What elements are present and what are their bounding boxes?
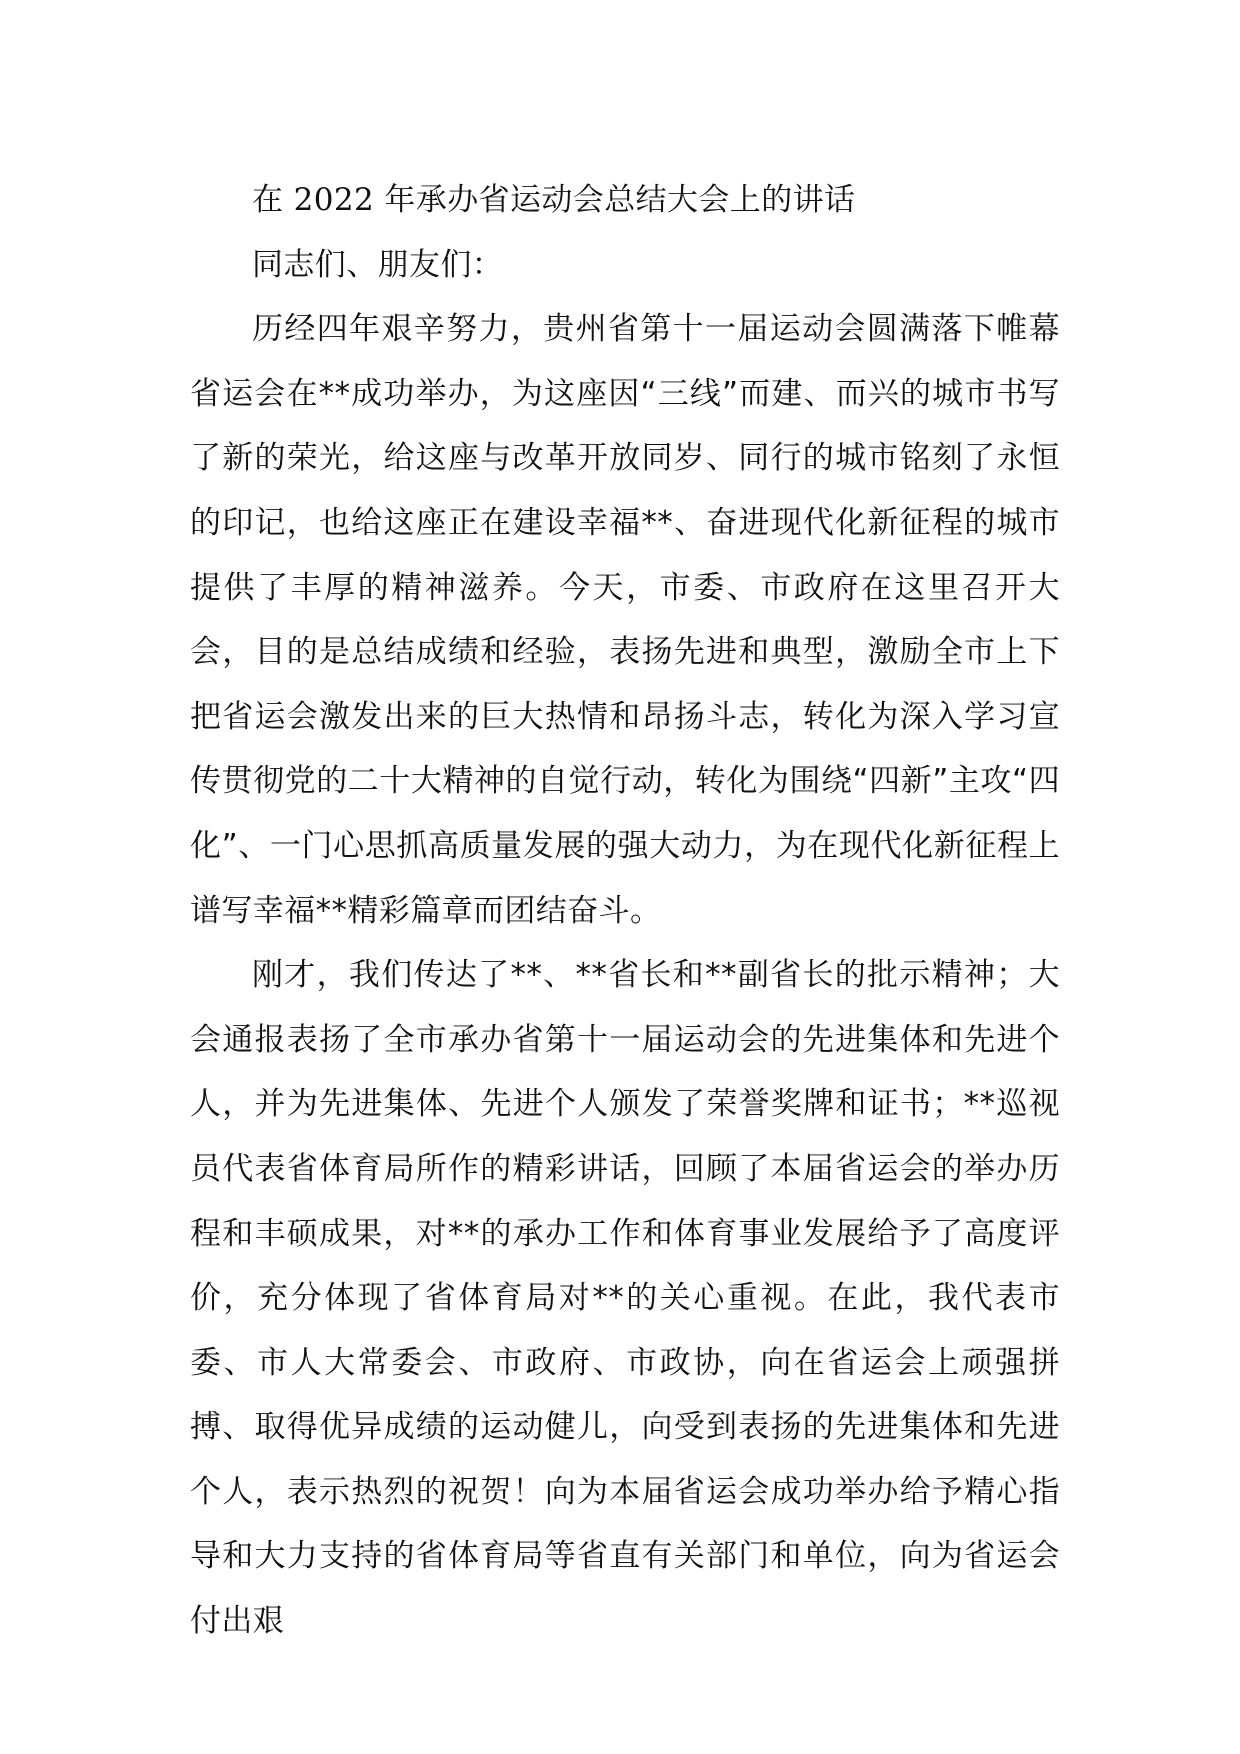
speech-body	[190, 168, 1060, 1654]
speech-salutation: 同志们、朋友们：	[252, 246, 504, 283]
paragraph-1: 历经四年艰辛努力，贵州省第十一届运动会圆满落下帷幕省运会在**成功举办，为这座因“三线”而建、而兴的城市书写了新的荣光，给这座与改革开放同岁、同行的城市铭刻了永恒的印记，也给这座正在建设幸福**、奋进现代化新征程的城市提供了丰厚的精神滋养。今天，市委、市政府在这里召开大会，目的是总结成绩和经验，表扬先进和典型，激励全市上下把省运会激发出来的巨大热情和昂扬斗志，转化为深入学习宣传贯彻党的二十大精神的自觉行动，转化为围绕“四新”主攻“四化”、一门心思抓高质量发展的强大动力，为在现代化新征程上谱写幸福**精彩篇章而团结奋斗。	[190, 311, 1060, 929]
paragraph-2: 刚才，我们传达了**、**省长和**副省长的批示精神；大会通报表扬了全市承办省第十一届运动会的先进集体和先进个人，并为先进集体、先进个人颁发了荣誉奖牌和证书；**巡视员代表省体育局所作的精彩讲话，回顾了本届省运会的举办历程和丰硕成果，对**的承办工作和体育事业发展给予了高度评价，充分体现了省体育局对**的关心重视。在此，我代表市委、市人大常委会、市政府、市政协，向在省运会上顽强拼搏、取得优异成绩的运动健儿，向受到表扬的先进集体和先进个人，表示热烈的祝贺！向为本届省运会成功举办给予精心指导和大力支持的省体育局等省直有关部门和单位，向为省运会付出艰	[190, 957, 1060, 1640]
speech-title: 在 2022 年承办省运动会总结大会上的讲话	[252, 182, 856, 218]
